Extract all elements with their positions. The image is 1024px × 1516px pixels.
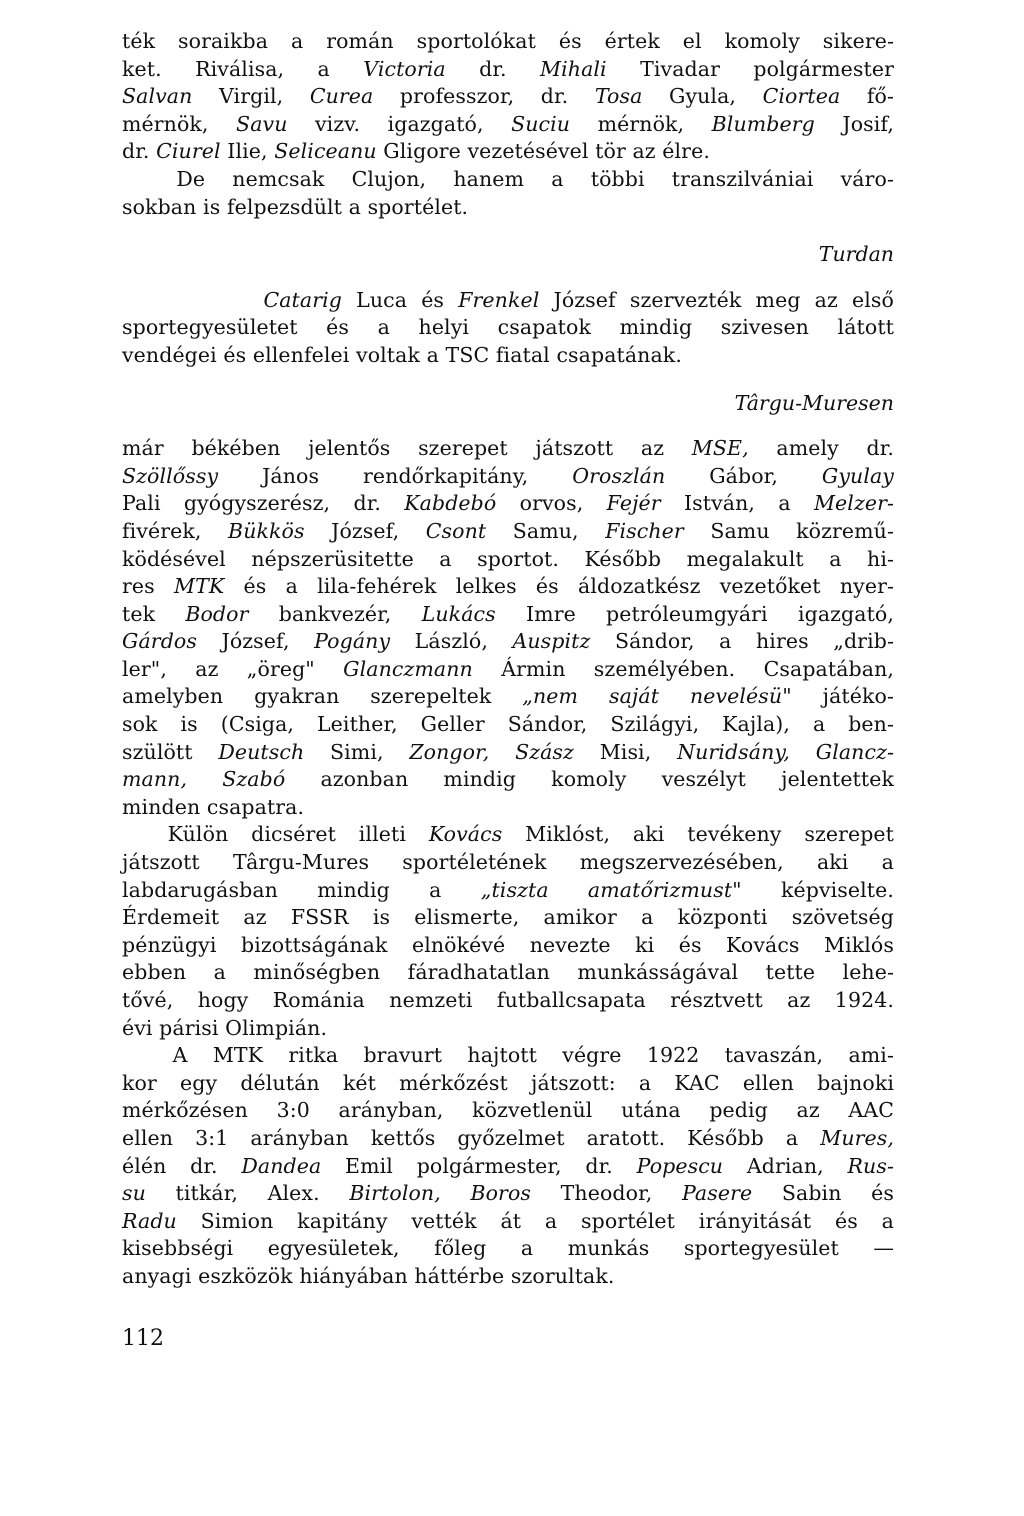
text-line: pénzügyi bizottságának elnökévé nevezte ki és Kovács Miklós (122, 932, 894, 957)
text-line: minden csapatra. (122, 794, 305, 819)
text-line: labdarugásban mindig a „tiszta amatőrizmust" képviselte. (122, 877, 894, 902)
page-body (122, 28, 894, 1291)
text-line: már békében jelentős szerepet játszott az MSE, amely dr. (122, 436, 894, 461)
text-line: mann, Szabó azonban mindig komoly veszélyt jelentettek (122, 767, 894, 792)
paragraph (122, 821, 894, 1042)
text-line: sokban is felpezsdült a sportélet. (122, 194, 469, 219)
text-line: dr. Ciurel Ilie, Seliceanu Gligore vezetésével tör az élre. (122, 139, 710, 164)
paragraph (122, 28, 894, 166)
text-line: amelyben gyakran szerepeltek „nem saját nevelésü" játéko- (122, 684, 894, 709)
text-line: Catarig Luca és Frenkel József szervezték meg az első (263, 287, 894, 312)
text-line: ket. Riválisa, a Victoria dr. Mihali Tivadar polgármester (122, 56, 894, 81)
text-line: su titkár, Alex. Birtolon, Boros Theodor, Pasere Sabin és (122, 1181, 894, 1206)
section-heading: Târgu-Muresen (734, 390, 894, 415)
text-line: A MTK ritka bravurt hajtott végre 1922 tavaszán, ami- (122, 1043, 894, 1068)
text-line: Érdemeit az FSSR is elismerte, amikor a központi szövetség (122, 905, 894, 930)
text-line: De nemcsak Clujon, hanem a többi transzilvániai váro- (122, 166, 894, 191)
text-line: ték soraikba a román sportolókat és értek el komoly sikere- (122, 29, 894, 53)
text-line: tővé, hogy Románia nemzeti futballcsapata résztvett az 1924. (122, 988, 894, 1012)
text-line: játszott Târgu-Mures sportéletének megszervezésében, aki a (122, 850, 894, 875)
text-line: anyagi eszközök hiányában háttérbe szorultak. (122, 1263, 615, 1288)
text-line: élén dr. Dandea Emil polgármester, dr. Popescu Adrian, Rus- (122, 1153, 894, 1178)
text-line: sok is (Csiga, Leither, Geller Sándor, Szilágyi, Kajla), a ben- (122, 712, 894, 737)
text-line: évi párisi Olimpián. (122, 1015, 328, 1040)
section-heading: Turdan (818, 242, 894, 267)
text-line: kisebbségi egyesületek, főleg a munkás sportegyesület — (122, 1236, 894, 1261)
paragraph (122, 287, 894, 370)
paragraph (122, 166, 894, 221)
paragraph (122, 435, 894, 821)
paragraph (122, 1042, 894, 1290)
text-line: Szöllőssy János rendőrkapitány, Oroszlán Gábor, Gyulay (122, 463, 894, 488)
text-line: Pali gyógyszerész, dr. Kabdebó orvos, Fejér István, a Melzer- (122, 491, 895, 516)
text-line: res MTK és a lila-fehérek lelkes és áldozatkész vezetőket nyer- (122, 574, 894, 599)
text-line: mérkőzésen 3:0 arányban, közvetlenül utána pedig az AAC (122, 1098, 894, 1123)
text-line: Gárdos József, Pogány László, Auspitz Sándor, a hires „drib- (122, 629, 894, 654)
text-line: ebben a minőségben fáradhatatlan munkásságával tette lehe- (122, 960, 894, 985)
page-number: 112 (122, 1326, 164, 1351)
text-line: Radu Simion kapitány vették át a sportélet irányitását és a (122, 1208, 894, 1233)
text-line: tek Bodor bankvezér, Lukács Imre petróleumgyári igazgató, (122, 601, 894, 626)
text-line: ellen 3:1 arányban kettős győzelmet aratott. Később a Mures, (122, 1125, 894, 1150)
text-line: vendégei és ellenfelei voltak a TSC fiatal csapatának. (122, 342, 682, 367)
text-line: sportegyesületet és a helyi csapatok mindig szivesen látott (122, 315, 894, 340)
text-line: fivérek, Bükkös József, Csont Samu, Fischer Samu közremű- (122, 518, 894, 543)
text-line: kor egy délután két mérkőzést játszott: a KAC ellen bajnoki (122, 1070, 894, 1095)
text-line: ködésével népszerüsitette a sportot. Később megalakult a hi- (122, 546, 894, 571)
text-line: Salvan Virgil, Curea professzor, dr. Tosa Gyula, Ciortea fő- (122, 84, 894, 109)
text-line: Külön dicséret illeti Kovács Miklóst, aki tevékeny szerepet (122, 822, 894, 847)
text-line: mérnök, Savu vizv. igazgató, Suciu mérnök, Blumberg Josif, (122, 111, 894, 136)
text-line: szülött Deutsch Simi, Zongor, Szász Misi, Nuridsány, Glancz- (122, 739, 894, 764)
text-line: ler", az „öreg" Glanczmann Ármin személyében. Csapatában, (122, 656, 894, 681)
